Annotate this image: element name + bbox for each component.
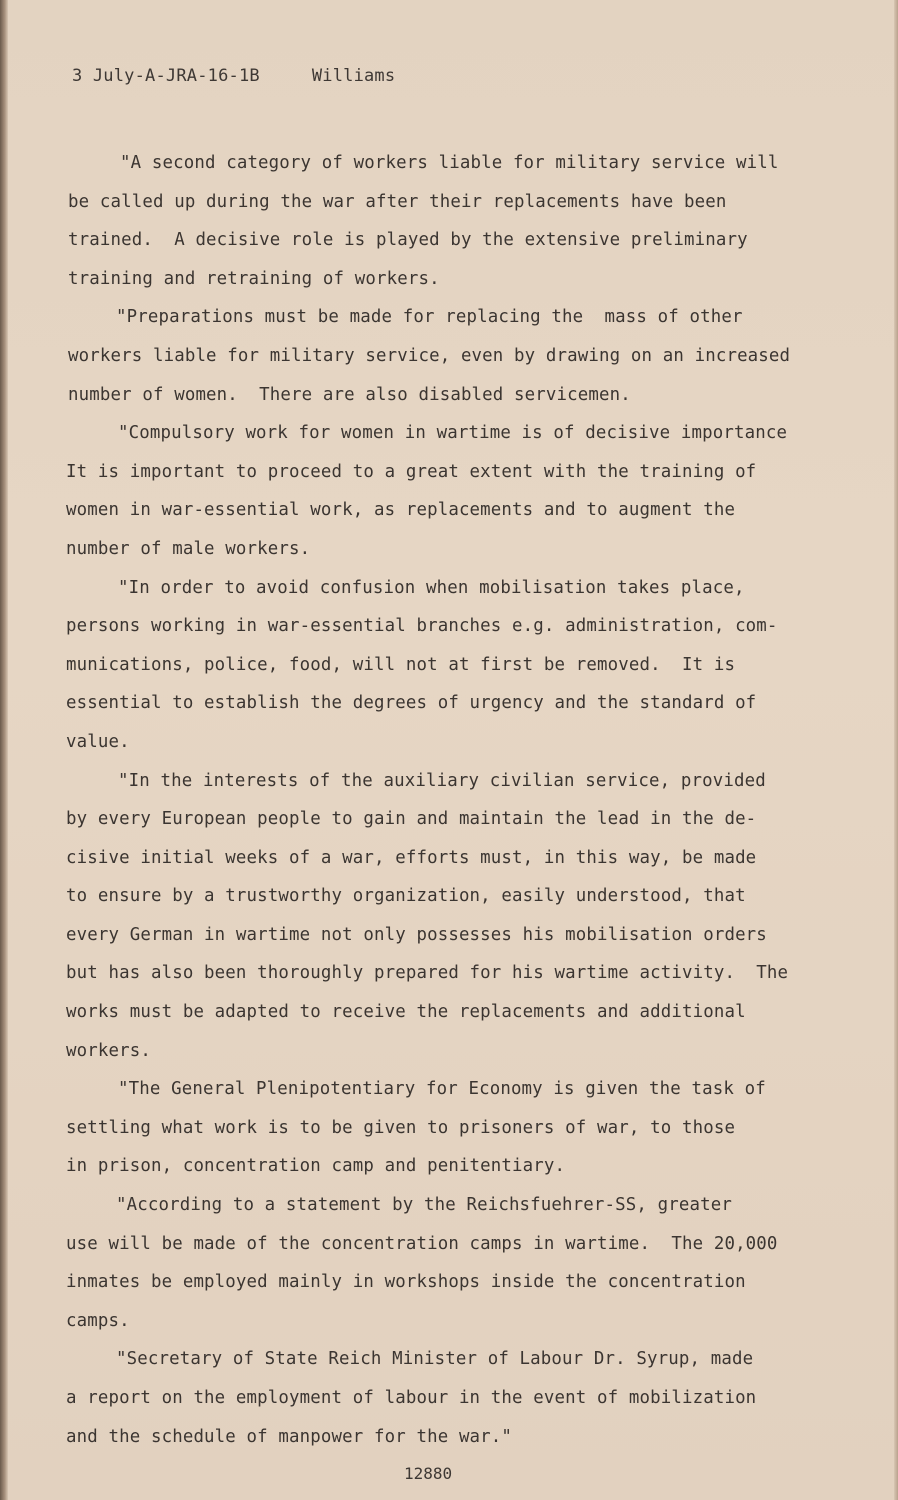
text-line: It is important to proceed to a great extent with the training of [66,461,757,482]
text-line: in prison, concentration camp and penitentiary. [66,1156,566,1177]
text-line: workers liable for military service, even by drawing on an increased [68,345,791,366]
text-line: a report on the employment of labour in the event of mobilization [66,1388,757,1408]
page-right-edge [894,0,898,1500]
text-line: essential to establish the degrees of urgency and the standard of [66,693,757,714]
text-line: munications, police, food, will not at first be removed. It is [66,654,736,675]
text-line: "A second category of workers liable for military service will [120,153,779,173]
text-line: be called up during the war after their replacements have been [68,191,727,212]
text-line: "The General Plenipotentiary for Economy is given the task of [118,1079,766,1100]
text-line: number of male workers. [66,538,311,559]
text-line: "Secretary of State Reich Minister of Labour Dr. Syrup, made [116,1349,754,1370]
text-line: camps. [66,1310,130,1331]
text-line: use will be made of the concentration camps in wartime. The 20,000 [66,1233,778,1254]
document-body [66,144,856,1456]
text-line: women in war-essential work, as replacements and to augment the [66,500,736,521]
text-line: training and retraining of workers. [68,268,440,289]
text-line: to ensure by a trustworthy organization, easily understood, that [66,886,746,907]
text-line: works must be adapted to receive the replacements and additional [66,1002,746,1023]
speaker-name: Williams [311,66,396,86]
text-line: inmates be employed mainly in workshops inside the concentration [66,1272,746,1293]
text-line: persons working in war-essential branches e.g. administration, com- [66,616,778,637]
text-line: but has also been thoroughly prepared for his wartime activity. The [66,963,789,984]
text-line: settling what work is to be given to prisoners of war, to those [66,1117,736,1138]
page-number: 12880 [404,1464,453,1483]
text-line: trained. A decisive role is played by the extensive preliminary [68,230,748,251]
text-line: every German in wartime not only possesses his mobilisation orders [66,924,767,945]
text-line: workers. [66,1040,151,1061]
text-line: cisive initial weeks of a war, efforts must, in this way, be made [66,847,757,868]
text-line: number of women. There are also disabled servicemen. [68,384,631,405]
text-line: "In the interests of the auxiliary civilian service, provided [118,770,766,791]
transcript-reference: 3 July-A-JRA-16-1B [72,66,260,86]
text-line: and the schedule of manpower for the war." [66,1426,513,1447]
text-line: by every European people to gain and maintain the lead in the de- [66,809,757,830]
text-line: "According to a statement by the Reichsfuehrer-SS, greater [116,1195,732,1216]
text-line: value. [66,731,130,752]
page-binding-edge [0,0,8,1500]
page-header [72,66,395,86]
text-line: "In order to avoid confusion when mobilisation takes place, [118,577,745,598]
text-line: "Compulsory work for women in wartime is of decisive importance [118,423,788,444]
text-line: "Preparations must be made for replacing the mass of other [116,307,743,328]
